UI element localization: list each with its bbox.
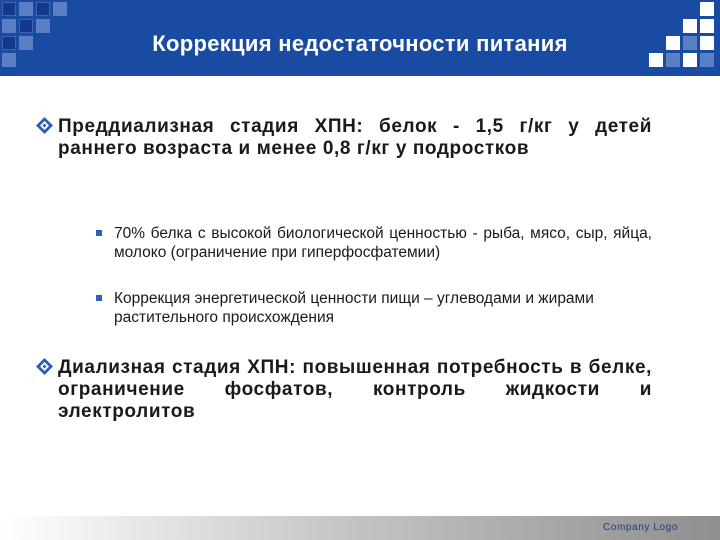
sub-bullet-1-text: 70% белка с высокой биологической ценностью - рыба, мясо, сыр, яйца, молоко (ограничение при гиперфосфатемии) [114, 225, 652, 261]
square-bullet-icon [96, 230, 102, 236]
company-logo-text: Company Logo [602, 522, 678, 533]
main-bullet-2 [58, 357, 652, 423]
main-bullet-1-text: Преддиализная стадия ХПН: белок - 1,5 г/кг у детей раннего возраста и менее 0,8 г/кг у подростков [58, 116, 652, 159]
slide-header [0, 0, 720, 76]
square-bullet-icon [96, 295, 102, 301]
diamond-bullet-icon [36, 358, 53, 381]
slide-footer [0, 516, 720, 540]
main-bullet-2-text: Диализная стадия ХПН: повышенная потребность в белке, ограничение фосфатов, контроль жидкости и электролитов [58, 357, 652, 422]
sub-bullet-2 [114, 289, 654, 327]
sub-bullet-2-text: Коррекция энергетической ценности пищи – углеводами и жирами растительного происхождения [114, 290, 594, 326]
slide-title: Коррекция недостаточности питания [152, 31, 568, 56]
main-bullet-1 [58, 116, 652, 160]
diamond-bullet-icon [36, 117, 53, 140]
sub-bullet-1 [114, 224, 652, 262]
